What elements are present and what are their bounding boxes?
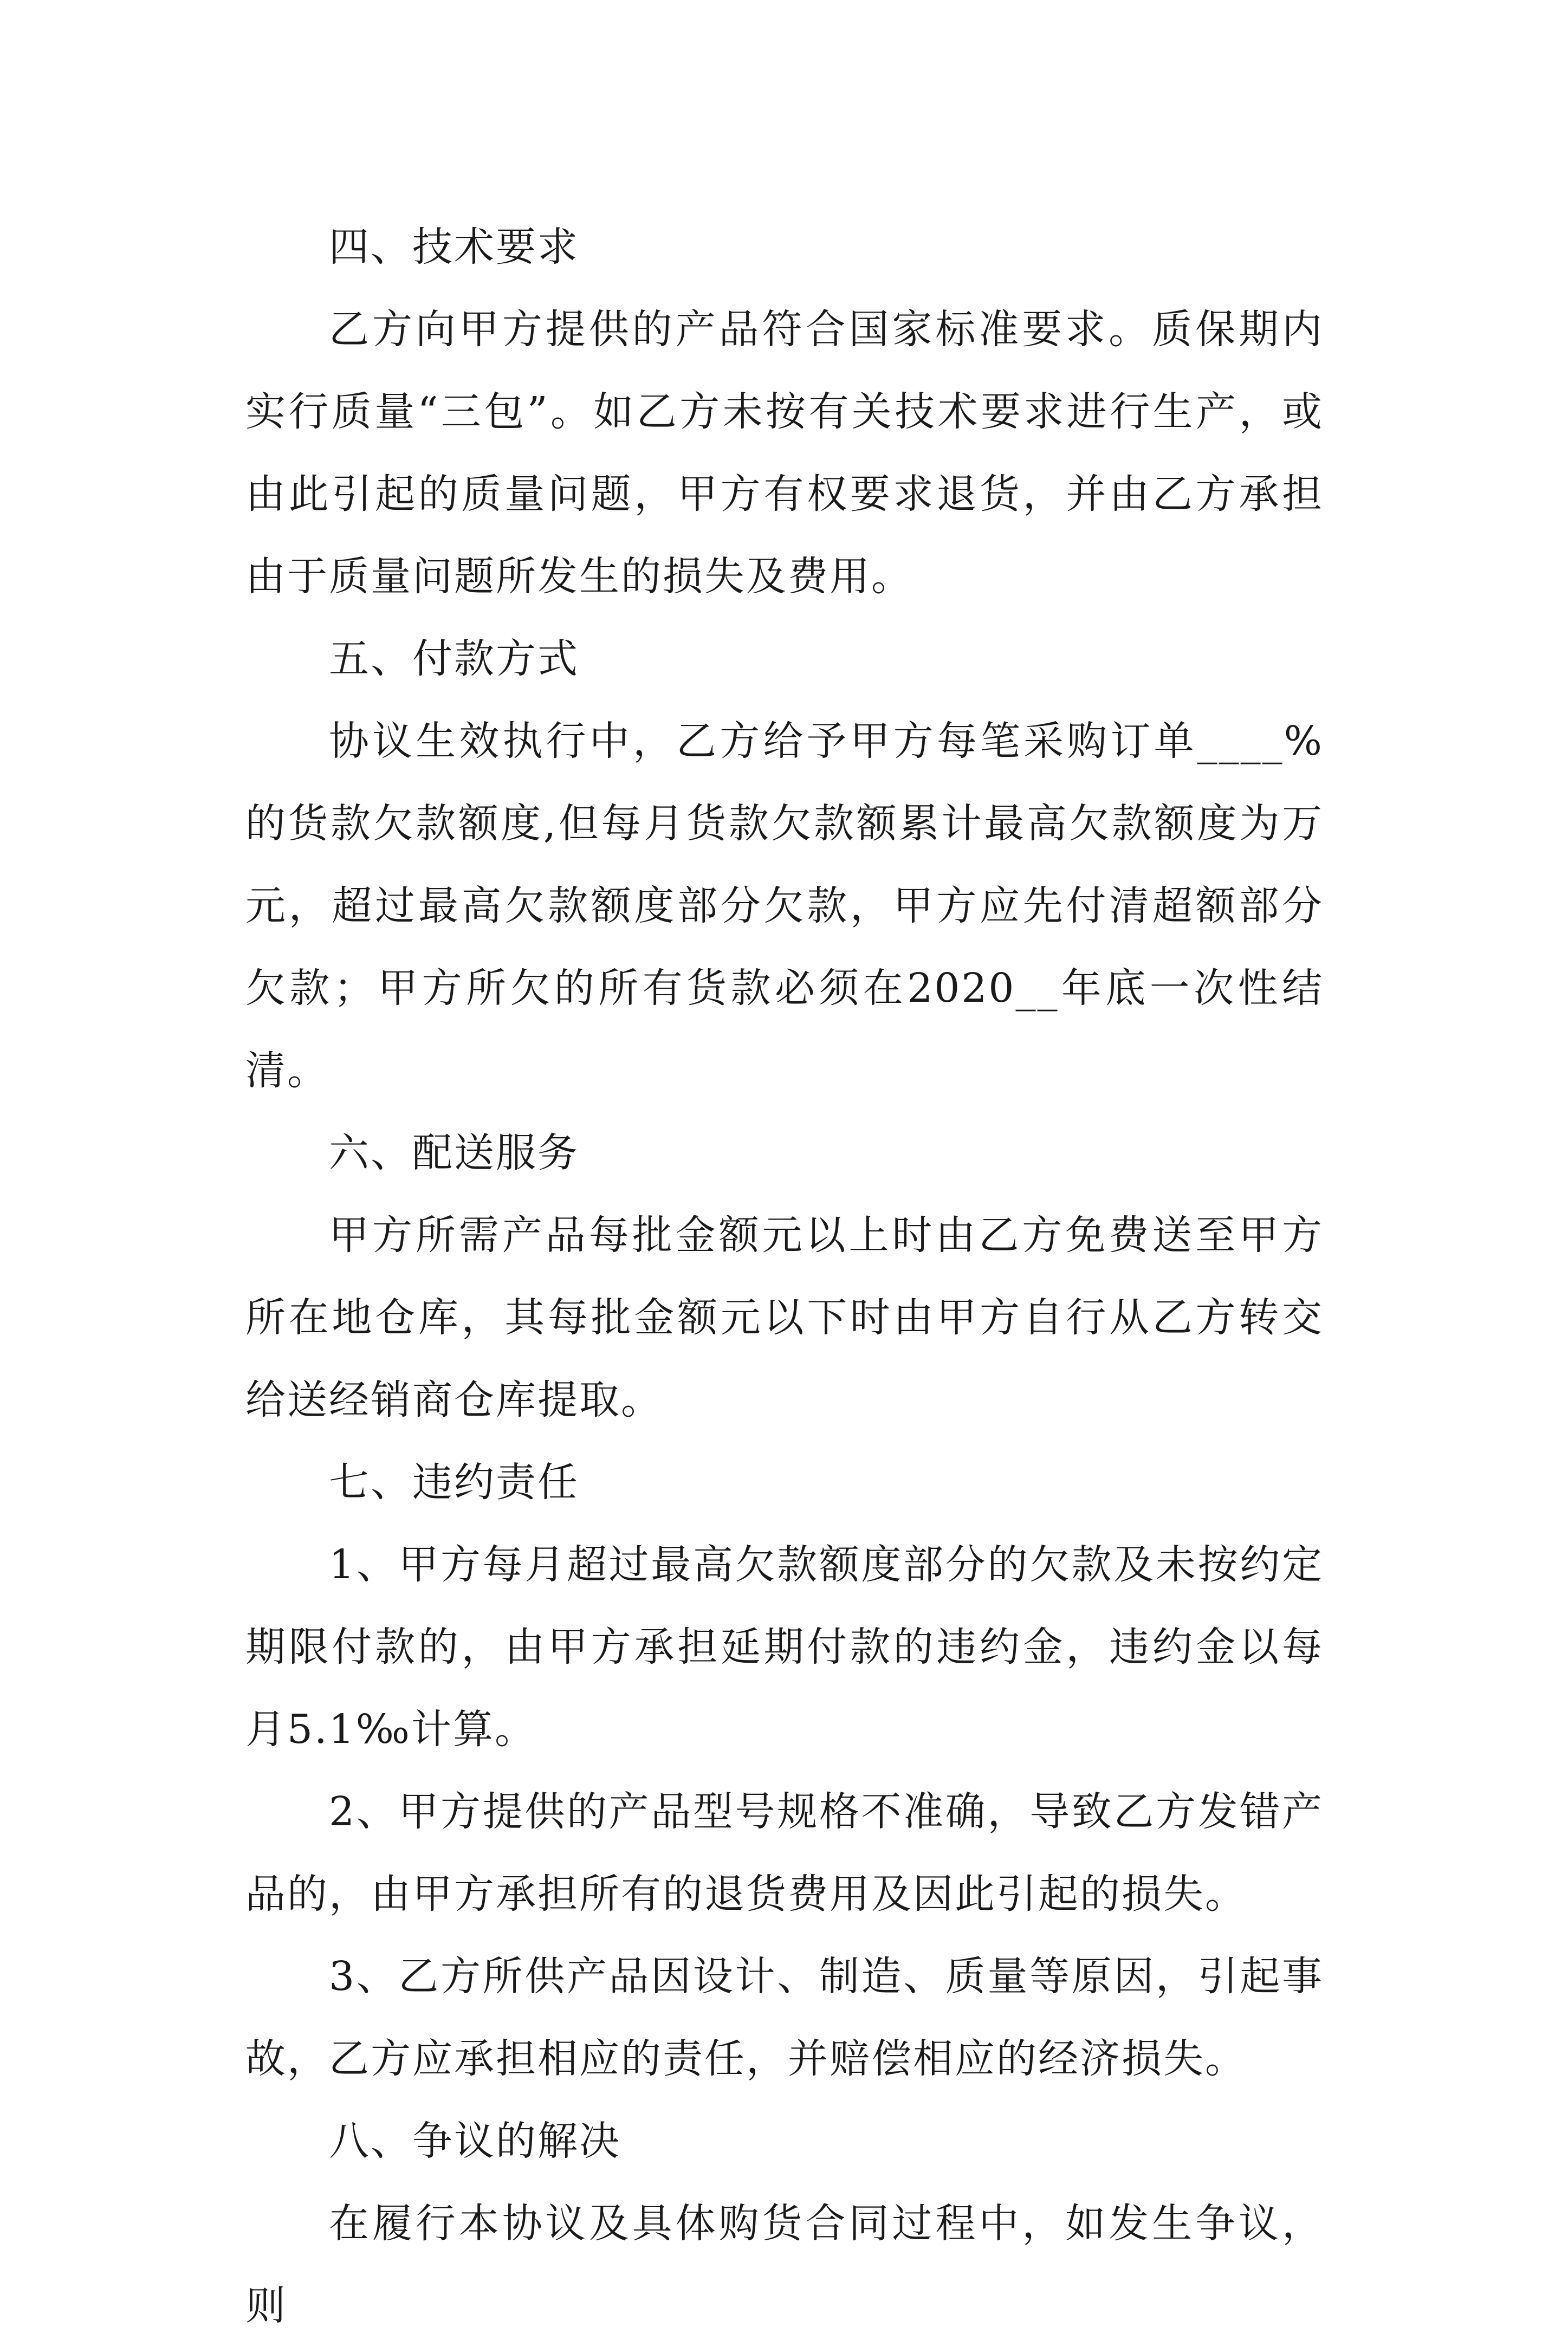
paragraph-technical-requirements: 乙方向甲方提供的产品符合国家标准要求。质保期内实行质量“三包”。如乙方未按有关技术要求进行生产，或由此引起的质量问题，甲方有权要求退货，并由乙方承担由于质量问题所发生的损失及费用。: [245, 306, 1324, 600]
paragraph-payment-method: 协议生效执行中，乙方给予甲方每笔采购订单____%的货款欠款额度,但每月货款欠款额累计最高欠款额度为万元，超过最高欠款额度部分欠款，甲方应先付清超额部分欠款；甲方所欠的所有货款必须在2020__年底一次性结清。: [245, 718, 1324, 1094]
section-heading-delivery-service: 六、配送服务: [329, 1130, 579, 1176]
section-heading-liability: 七、违约责任: [329, 1459, 579, 1506]
section-heading-technical-requirements: 四、技术要求: [329, 224, 579, 270]
document-body: [245, 206, 1324, 2347]
paragraph-delivery-service: 甲方所需产品每批金额元以上时由乙方免费送至甲方所在地仓库，其每批金额元以下时由甲方自行从乙方转交给送经销商仓库提取。: [245, 1212, 1324, 1423]
section-heading-payment-method: 五、付款方式: [329, 636, 579, 682]
paragraph-liability-3: 3、乙方所供产品因设计、制造、质量等原因，引起事故，乙方应承担相应的责任，并赔偿相应的经济损失。: [245, 1953, 1324, 2082]
paragraph-liability-1: 1、甲方每月超过最高欠款额度部分的欠款及未按约定期限付款的，由甲方承担延期付款的违约金，违约金以每月5.1‰计算。: [245, 1541, 1324, 1753]
paragraph-liability-2: 2、甲方提供的产品型号规格不准确，导致乙方发错产品的，由甲方承担所有的退货费用及因此引起的损失。: [245, 1788, 1324, 1917]
section-heading-dispute-resolution: 八、争议的解决: [329, 2118, 621, 2164]
paragraph-dispute-resolution: 在履行本协议及具体购货合同过程中，如发生争议，则: [245, 2200, 1324, 2329]
